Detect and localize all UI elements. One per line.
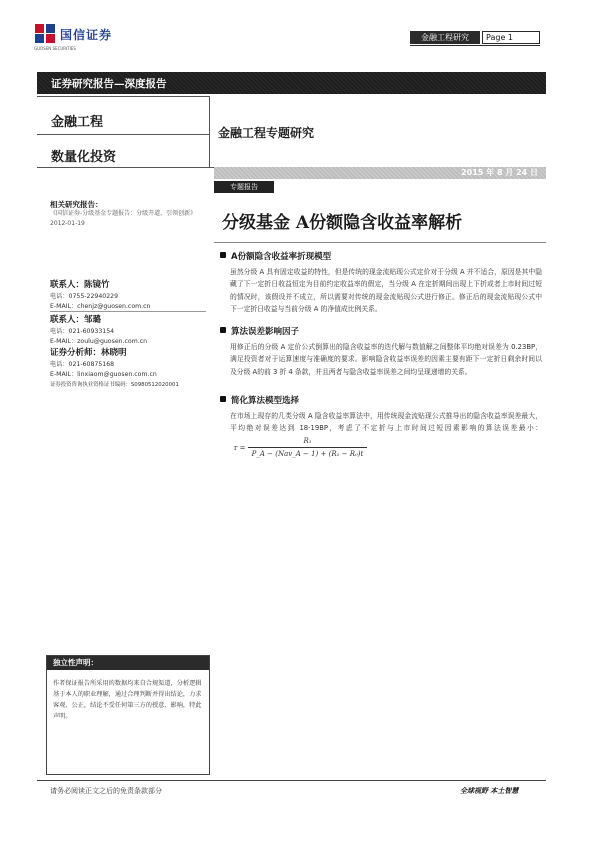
logo-subtext: GUOSEN SECURITIES xyxy=(34,46,76,51)
analyst-license: 证券投资咨询执业资格证书编码：S0980512020001 xyxy=(50,382,179,388)
section-error-factors xyxy=(220,325,546,378)
section-body: 用修正后的分级 A 定价公式倒算出的隐含收益率的迭代解与数值解之间整体平均绝对误差为 0.23BP，满足投资者对于运算速度与准确度的要求。影响隐含收益率误差的因素主要有距下一定折日剩余时间以及分级 A的前 3 折 4 条款，并且两者与隐含收益率误差之间均呈现递增的关系。 xyxy=(230,343,542,376)
contact-phone: 电话：0755-22940229 xyxy=(50,293,119,300)
company-logo xyxy=(34,22,134,51)
contact-block xyxy=(50,278,210,312)
yield-formula xyxy=(234,435,367,461)
logo-mark-icon xyxy=(34,22,56,44)
category-secondary: 数量化投资 xyxy=(51,150,117,165)
category-vertical-divider xyxy=(209,96,210,167)
report-subtitle: 金融工程专题研究 xyxy=(218,126,315,140)
related-reports-text: 《国信证券-分级基金专题报告：分级开道，引领创新》 2012-01-19 xyxy=(50,210,197,227)
banner-text: 证券研究报告—深度报告 xyxy=(51,78,167,90)
formula-fraction xyxy=(248,435,368,461)
footer-slogan: 全球视野 本土智慧 xyxy=(460,787,519,795)
formula-numerator: R₁ xyxy=(248,435,368,448)
contact-rule xyxy=(50,311,206,312)
report-title: 分级基金 A份额隐含收益率解析 xyxy=(222,213,463,233)
related-reports-heading: 相关研究报告： xyxy=(50,200,103,209)
report-type-banner xyxy=(37,72,546,94)
section-heading: 简化算法模型选择 xyxy=(220,394,546,406)
contact-phone: 电话：021-60933154 xyxy=(50,328,115,335)
date-band xyxy=(214,167,546,179)
independence-body: 作者保证报告所采用的数据均来自合规渠道，分析逻辑基于本人的职业理解，通过合理判断并得出结论，力求客观、公正，结论不受任何第三方的授意、影响，特此声明。 xyxy=(53,680,202,720)
footer-rule xyxy=(37,780,546,781)
analyst-name: 证券分析师：林晓明 xyxy=(50,348,127,358)
independence-statement-box xyxy=(46,655,210,775)
title-rule xyxy=(214,242,546,243)
header-rule xyxy=(410,45,540,46)
formula-denominator: P_A − (Nav_A − 1) + (R₁ − R₀)t xyxy=(251,450,364,459)
independence-heading: 独立性声明： xyxy=(47,656,209,670)
section-discount-model xyxy=(220,250,546,316)
contact-name: 联系人：邹璐 xyxy=(50,315,102,325)
category-block xyxy=(37,96,209,168)
header-report-label: 金融工程研究 xyxy=(410,31,480,44)
section-body-text: 在市场上现存的几类分级 A 隐含收益率算法中，用传统现金流贴现公式推导出的隐含收益率误差最大，平均绝对误差达到 18-19BP，考虑了不定折与上市时间过短因素影响的算法误差最小： xyxy=(230,412,542,433)
header-page-number: Page 1 xyxy=(482,31,540,44)
category-primary: 金融工程 xyxy=(51,115,104,130)
formula-lhs: r = xyxy=(234,443,246,452)
section-heading: A份额隐含收益率折现模型 xyxy=(220,250,546,262)
section-simplified-model xyxy=(220,394,546,461)
footer-disclaimer-note: 请务必阅读正文之后的免责条款部分 xyxy=(50,787,162,795)
contact-email[interactable]: E-MAIL：zoulu@guosen.com.cn xyxy=(50,338,148,345)
report-tag: 专题报告 xyxy=(214,181,274,193)
contact-block xyxy=(50,313,210,347)
report-date: 2015 年 8 月 24 日 xyxy=(461,168,538,177)
category-divider xyxy=(37,134,209,135)
analyst-email[interactable]: E-MAIL：linxiaom@guosen.com.cn xyxy=(50,371,157,378)
analyst-phone: 电话：021-60875168 xyxy=(50,361,115,368)
section-heading: 算法误差影响因子 xyxy=(220,325,546,337)
logo-text: 国信证券 xyxy=(60,28,113,42)
section-body: 虽然分级 A 具有固定收益的特性，但是传统的现金流贴现公式定价对于分级 A 并不适合，原因是其中隐藏了下一定折日收益恒定为目前约定收益率的假定，当分级 A 在定折期间出现上下折或者上市时间过短的情况时，该假设并不成立，所以需要对传统的现金流贴现公式进行修正。修正后的现金流贴现公式中下一定折日收益与当前分级 A 的净值成比例关系。 xyxy=(230,268,542,314)
contact-email[interactable]: E-MAIL：chenjz@guosen.com.cn xyxy=(50,303,151,310)
contact-name: 联系人：陈镜竹 xyxy=(50,280,110,290)
analyst-block xyxy=(50,346,210,390)
section-body xyxy=(220,410,546,461)
